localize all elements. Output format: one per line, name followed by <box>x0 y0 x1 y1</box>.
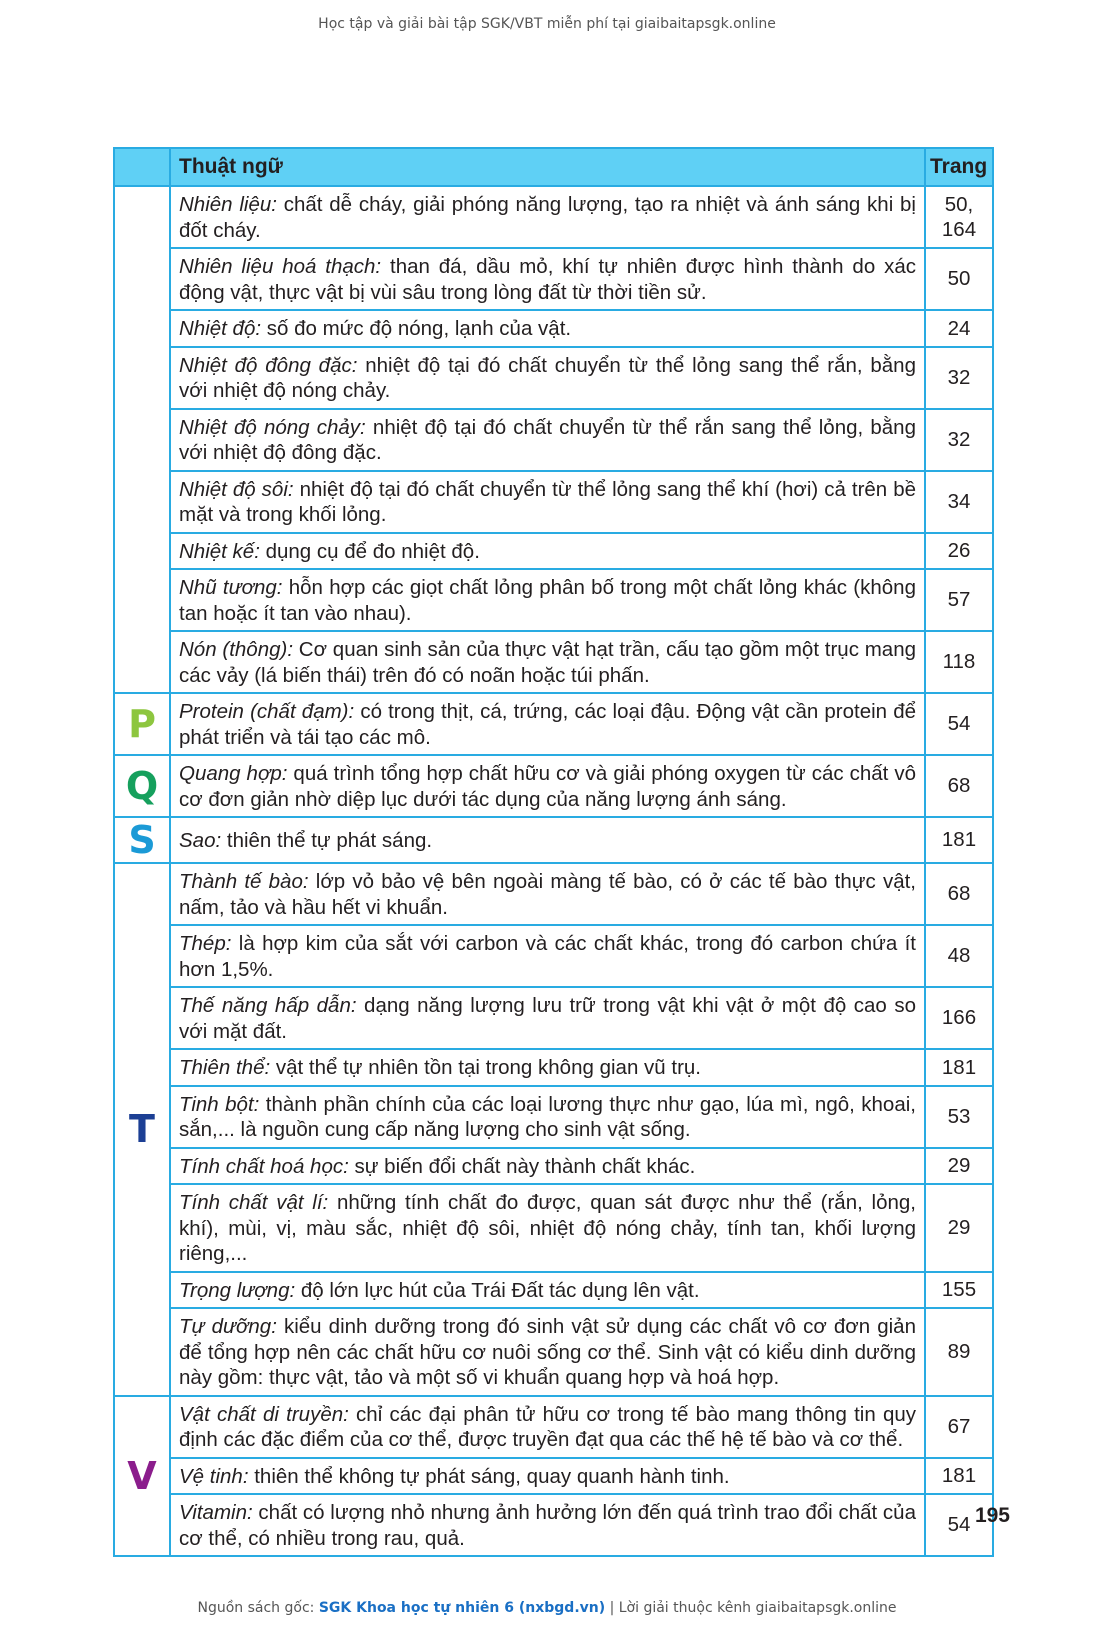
definition-text: thiên thể tự phát sáng. <box>221 828 433 852</box>
term-name: Thép: <box>179 932 232 955</box>
term-definition <box>170 925 925 987</box>
term-definition <box>170 471 925 533</box>
page-reference: 29 <box>925 1148 993 1185</box>
table-row <box>114 631 993 693</box>
page-column-header: Trang <box>925 148 993 186</box>
term-definition <box>170 1148 925 1185</box>
term-name: Nhiệt độ nóng chảy: <box>179 415 366 439</box>
table-row <box>114 693 993 755</box>
definition-text: Cơ quan sinh sản của thực vật hạt trần, cấu tạo gồm một trục mang các vảy (lá biến thái) trên đó có noãn hoặc túi phấn. <box>179 638 916 687</box>
term-name: Tinh bột: <box>179 1092 260 1116</box>
definition-text: nhiệt độ tại đó chất chuyển từ thể lỏng sang thể rắn, bằng với nhiệt độ nóng chảy. <box>179 353 916 402</box>
term-definition <box>170 310 925 347</box>
term-definition <box>170 1184 925 1272</box>
definition-text: lớp vỏ bảo vệ bên ngoài màng tế bào, có ở các tế bào thực vật, nấm, tảo và hầu hết vi khuẩn. <box>179 870 916 919</box>
section-letter: P <box>114 693 170 755</box>
page-reference: 32 <box>925 409 993 471</box>
table-row <box>114 1308 993 1396</box>
definition-text: thiên thể không tự phát sáng, quay quanh hành tinh. <box>248 1464 730 1488</box>
glossary-table <box>113 147 994 1557</box>
term-name: Tự dưỡng: <box>179 1315 277 1338</box>
term-definition <box>170 987 925 1049</box>
term-name: Tính chất vật lí: <box>179 1191 329 1214</box>
term-name: Tính chất hoá học: <box>179 1154 349 1178</box>
term-name: Nhiên liệu hoá thạch: <box>179 255 382 278</box>
term-definition <box>170 569 925 631</box>
footer-suffix: | Lời giải thuộc kênh giaibaitapsgk.online <box>605 1600 897 1616</box>
page-reference: 155 <box>925 1272 993 1309</box>
footer-prefix: Nguồn sách gốc: <box>197 1600 319 1616</box>
term-definition <box>170 1396 925 1458</box>
definition-text: chỉ các đại phân tử hữu cơ trong tế bào mang thông tin quy định các đặc điểm của cơ thể, được truyền đạt qua các thế hệ tế bào và cơ thể. <box>179 1402 916 1451</box>
table-row <box>114 863 993 925</box>
definition-text: dạng năng lượng lưu trữ trong vật khi vật ở một độ cao so với mặt đất. <box>179 994 916 1043</box>
term-name: Thế năng hấp dẫn: <box>179 994 357 1017</box>
term-definition <box>170 631 925 693</box>
term-name: Nhiệt độ: <box>179 317 262 340</box>
page-reference: 34 <box>925 471 993 533</box>
term-definition <box>170 817 925 863</box>
term-definition <box>170 1494 925 1556</box>
section-letter: S <box>114 817 170 863</box>
page-reference: 50, 164 <box>925 186 993 248</box>
term-definition <box>170 1049 925 1086</box>
definition-text: quá trình tổng hợp chất hữu cơ và giải phóng oxygen từ các chất vô cơ đơn giản nhờ diệp lục dưới tác dụng của năng lượng ánh sáng. <box>179 762 916 811</box>
page-reference: 50 <box>925 248 993 310</box>
term-name: Sao: <box>179 828 222 852</box>
page-reference: 29 <box>925 1184 993 1272</box>
table-header-row <box>114 148 993 186</box>
page-reference: 32 <box>925 347 993 409</box>
section-letter <box>114 186 170 693</box>
definition-text: than đá, dầu mỏ, khí tự nhiên được hình thành do xác động vật, thực vật bị vùi sâu trong lòng đất từ thời tiền sử. <box>179 255 917 304</box>
term-name: Thiên thể: <box>179 1056 271 1079</box>
term-definition <box>170 248 925 310</box>
table-row <box>114 1272 993 1309</box>
term-definition <box>170 1458 925 1495</box>
table-row <box>114 186 993 248</box>
definition-text: hỗn hợp các giọt chất lỏng phân bố trong một chất lỏng khác (không tan hoặc ít tan vào nhau). <box>179 576 916 625</box>
term-definition <box>170 1272 925 1309</box>
table-row <box>114 755 993 817</box>
page-reference: 181 <box>925 1458 993 1495</box>
definition-text: có trong thịt, cá, trứng, các loại đậu. Động vật cần protein để phát triển và tái tạo các mô. <box>179 700 917 749</box>
term-name: Thành tế bào: <box>179 870 309 893</box>
table-row <box>114 1148 993 1185</box>
definition-text: nhiệt độ tại đó chất chuyển từ thể lỏng sang thể khí (hơi) cả trên bề mặt và trong khối lỏng. <box>179 477 917 526</box>
table-row <box>114 1396 993 1458</box>
term-name: Nón (thông): <box>179 638 294 661</box>
term-definition <box>170 863 925 925</box>
table-row <box>114 1049 993 1086</box>
term-name: Vitamin: <box>179 1501 253 1524</box>
page-number: 195 <box>974 1504 1010 1527</box>
table-row <box>114 987 993 1049</box>
definition-text: kiểu dinh dưỡng trong đó sinh vật sử dụng các chất vô cơ đơn giản để tổng hợp nên các chất hữu cơ nuôi sống cơ thể. Sinh vật có kiểu dinh dưỡng này gồm: thực vật, tảo và một số vi khuẩn quang hợp và hoá hợp. <box>179 1315 916 1389</box>
page-reference: 57 <box>925 569 993 631</box>
footer-source: SGK Khoa học tự nhiên 6 (nxbgd.vn) <box>318 1600 606 1616</box>
definition-text: những tính chất đo được, quan sát được như thể (rắn, lỏng, khí), mùi, vị, màu sắc, nhiệt độ sôi, nhiệt độ nóng chảy, tính tan, khối lượng riêng,... <box>179 1191 916 1265</box>
definition-text: số đo mức độ nóng, lạnh của vật. <box>261 317 572 340</box>
table-row <box>114 925 993 987</box>
definition-text: sự biến đổi chất này thành chất khác. <box>348 1154 696 1178</box>
table-row <box>114 1086 993 1148</box>
definition-text: nhiệt độ tại đó chất chuyển từ thể rắn sang thể lỏng, bằng với nhiệt độ đông đặc. <box>179 415 916 464</box>
page-reference: 68 <box>925 755 993 817</box>
page-reference: 53 <box>925 1086 993 1148</box>
term-name: Nhiệt độ đông đặc: <box>179 353 358 377</box>
term-column-header: Thuật ngữ <box>170 148 925 186</box>
term-definition <box>170 755 925 817</box>
term-name: Nhiên liệu: <box>179 193 277 216</box>
term-definition <box>170 693 925 755</box>
term-definition <box>170 1086 925 1148</box>
definition-text: vật thể tự nhiên tồn tại trong không gian vũ trụ. <box>270 1056 702 1079</box>
page-reference: 68 <box>925 863 993 925</box>
term-definition <box>170 409 925 471</box>
term-name: Protein (chất đạm): <box>179 700 355 723</box>
page-reference: 48 <box>925 925 993 987</box>
table-row <box>114 533 993 570</box>
term-definition <box>170 533 925 570</box>
term-name: Nhiệt độ sôi: <box>179 477 294 501</box>
table-row <box>114 1494 993 1556</box>
letter-header <box>114 148 170 186</box>
definition-text: là hợp kim của sắt với carbon và các chất khác, trong đó carbon chứa ít hơn 1,5%. <box>179 932 916 981</box>
page-reference: 54 <box>925 1494 993 1556</box>
definition-text: thành phần chính của các loại lương thực như gạo, lúa mì, ngô, khoai, sắn,... là nguồn cung cấp năng lượng cho sinh vật sống. <box>179 1092 916 1141</box>
table-row <box>114 1458 993 1495</box>
page-reference: 67 <box>925 1396 993 1458</box>
definition-text: chất dễ cháy, giải phóng năng lượng, tạo ra nhiệt và ánh sáng khi bị đốt cháy. <box>179 193 916 242</box>
term-name: Vệ tinh: <box>179 1464 249 1488</box>
page-reference: 89 <box>925 1308 993 1396</box>
table-row <box>114 471 993 533</box>
definition-text: dụng cụ để đo nhiệt độ. <box>259 539 480 563</box>
section-letter: T <box>114 863 170 1396</box>
term-definition <box>170 1308 925 1396</box>
page-reference: 26 <box>925 533 993 570</box>
term-definition <box>170 347 925 409</box>
page-reference: 181 <box>925 817 993 863</box>
page-reference: 166 <box>925 987 993 1049</box>
term-name: Nhiệt kế: <box>179 539 260 563</box>
page-footer <box>0 1600 1094 1616</box>
page-header: Học tập và giải bài tập SGK/VBT miễn phí tại giaibaitapsgk.online <box>318 16 776 32</box>
section-letter: Q <box>114 755 170 817</box>
table-row <box>114 310 993 347</box>
term-name: Vật chất di truyền: <box>179 1402 349 1426</box>
term-name: Nhũ tương: <box>179 576 283 599</box>
table-row <box>114 347 993 409</box>
table-row <box>114 248 993 310</box>
page-reference: 181 <box>925 1049 993 1086</box>
term-name: Trọng lượng: <box>179 1278 296 1302</box>
definition-text: độ lớn lực hút của Trái Đất tác dụng lên vật. <box>295 1278 700 1302</box>
glossary-body <box>114 186 993 1556</box>
table-row <box>114 817 993 863</box>
table-row <box>114 409 993 471</box>
term-definition <box>170 186 925 248</box>
table-row <box>114 1184 993 1272</box>
section-letter: V <box>114 1396 170 1557</box>
term-name: Quang hợp: <box>179 762 288 785</box>
page-reference: 118 <box>925 631 993 693</box>
definition-text: chất có lượng nhỏ nhưng ảnh hưởng lớn đến quá trình trao đổi chất của cơ thể, có nhiều trong rau, quả. <box>179 1501 916 1550</box>
table-row <box>114 569 993 631</box>
page-reference: 54 <box>925 693 993 755</box>
page-reference: 24 <box>925 310 993 347</box>
